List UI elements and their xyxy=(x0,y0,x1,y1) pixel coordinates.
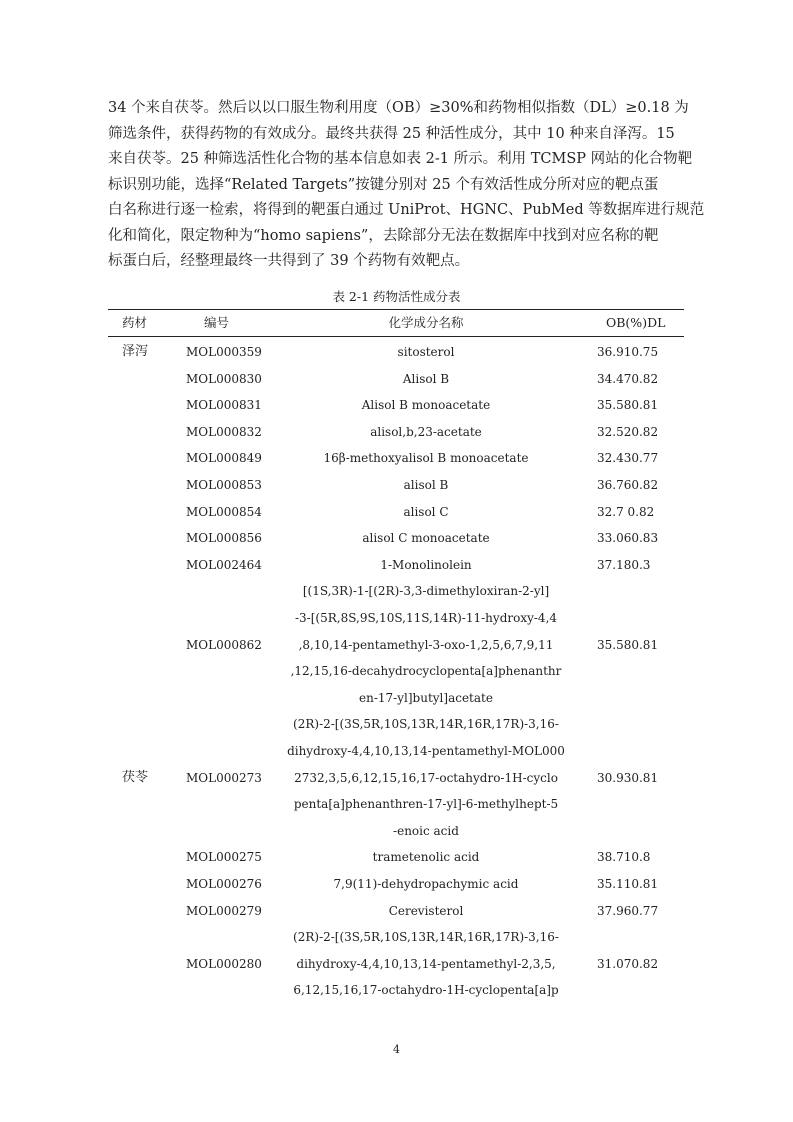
compound-id-cell: MOL000862 xyxy=(186,637,262,652)
compound-name-cell xyxy=(270,419,582,446)
compound-name-line: alisol B xyxy=(403,478,449,492)
table-row xyxy=(0,392,793,419)
ob-dl-cell: 35.580.81 xyxy=(597,398,659,413)
compound-name-line: -enoic acid xyxy=(393,823,459,838)
compound-id-cell: MOL000831 xyxy=(186,398,262,413)
body-line: 标识别功能，选择“Related Targets”按键分别对 25 个有效活性成分所对应的靶点蛋 xyxy=(108,176,659,193)
compound-name-line: Cerevisterol xyxy=(388,903,464,918)
table-row xyxy=(0,499,793,526)
body-line: 标蛋白后，经整理最终一共得到了 39 个药物有效靶点。 xyxy=(108,253,470,269)
compound-name-line: (2R)-2-[(3S,5R,10S,13R,14R,16R,17R)-3,16- xyxy=(293,930,559,945)
compound-name-cell xyxy=(270,578,582,711)
table-row xyxy=(0,924,793,1004)
compound-id-cell: MOL000276 xyxy=(186,877,262,891)
compound-id-cell: MOL000830 xyxy=(186,371,262,386)
table-row xyxy=(0,711,793,844)
ob-dl-cell: 35.110.81 xyxy=(597,877,659,891)
ob-dl-cell: 30.930.81 xyxy=(597,770,659,785)
compound-name-line: trametenolic acid xyxy=(372,850,480,865)
body-paragraph xyxy=(108,96,705,275)
compound-name-cell xyxy=(270,472,582,499)
compound-name-cell xyxy=(270,552,582,579)
ob-dl-cell: 37.180.3 xyxy=(597,557,651,572)
body-line: 来自茯苓。25 种筛选活性化合物的基本信息如表 2-1 所示。利用 TCMSP 网站的化合物靶 xyxy=(108,151,693,167)
ob-dl-cell: 32.7 0.82 xyxy=(597,504,655,519)
compound-name-cell xyxy=(270,366,582,393)
body-line: 34 个来自茯苓。然后以以口服生物利用度（OB）≥30%和药物相似指数（DL）≥0.18 为 xyxy=(108,100,689,116)
compound-id-cell: MOL000279 xyxy=(186,903,262,918)
ob-dl-cell: 36.910.75 xyxy=(597,345,659,359)
compound-name-line: Alisol B monoacetate xyxy=(361,398,491,413)
compound-id-cell: MOL002464 xyxy=(186,557,262,572)
compound-name-line: alisol C xyxy=(403,504,449,519)
table-row xyxy=(0,525,793,552)
header-id: 编号 xyxy=(204,315,230,330)
compound-name-line: alisol,b,23-acetate xyxy=(370,424,482,439)
compound-name-line: 2732,3,5,6,12,15,16,17-octahydro-1H-cyclo xyxy=(294,770,558,785)
compound-name-cell xyxy=(270,339,582,366)
table-caption: 表 2-1 药物活性成分表 xyxy=(332,289,461,304)
ob-dl-cell: 34.470.82 xyxy=(597,371,659,386)
table-row xyxy=(0,419,793,446)
table-row xyxy=(0,844,793,871)
compound-name-cell xyxy=(270,445,582,472)
table-row xyxy=(0,578,793,711)
compound-id-cell: MOL000832 xyxy=(186,424,262,439)
table-row xyxy=(0,552,793,579)
ob-dl-cell: 32.520.82 xyxy=(597,424,659,439)
compound-id-cell: MOL000280 xyxy=(186,956,262,971)
table-row xyxy=(0,445,793,472)
compound-id-cell: MOL000359 xyxy=(186,345,262,359)
compound-name-cell xyxy=(270,499,582,526)
compound-name-cell xyxy=(270,844,582,871)
compound-name-line: [(1S,3R)-1-[(2R)-3,3-dimethyloxiran-2-yl] xyxy=(302,584,550,599)
compound-id-cell: MOL000856 xyxy=(186,531,262,546)
table-row xyxy=(0,472,793,499)
header-values: OB(%)DL xyxy=(606,315,666,330)
table-row xyxy=(0,339,793,366)
compound-id-cell: MOL000853 xyxy=(186,478,262,492)
table-row xyxy=(0,898,793,925)
compound-name-cell xyxy=(270,924,582,1004)
ob-dl-cell: 32.430.77 xyxy=(597,451,659,466)
ob-dl-cell: 35.580.81 xyxy=(597,637,659,652)
compound-name-cell xyxy=(270,711,582,844)
compound-name-line: dihydroxy-4,4,10,13,14-pentamethyl-2,3,5, xyxy=(296,956,556,971)
table-header-rule xyxy=(108,336,684,337)
compound-name-line: 6,12,15,16,17-octahydro-1H-cyclopenta[a]p xyxy=(293,983,559,998)
compound-name-line: ,8,10,14-pentamethyl-3-oxo-1,2,5,6,7,9,11 xyxy=(298,637,554,652)
compound-name-line: 7,9(11)-dehydropachymic acid xyxy=(333,877,519,891)
herb-cell: 茯苓 xyxy=(122,769,149,785)
ob-dl-cell: 38.710.8 xyxy=(597,850,651,865)
ob-dl-cell: 33.060.83 xyxy=(597,531,659,546)
compound-name-cell xyxy=(270,871,582,898)
compound-name-line: en-17-yl]butyl]acetate xyxy=(359,690,493,705)
compound-id-cell: MOL000273 xyxy=(186,770,262,785)
compound-name-cell xyxy=(270,392,582,419)
table-row xyxy=(0,871,793,898)
compound-id-cell: MOL000275 xyxy=(186,850,262,865)
body-line: 白名称进行逐一检索，将得到的靶蛋白通过 UniProt、HGNC、PubMed 等数据库进行规范 xyxy=(108,202,705,218)
compound-name-line: alisol C monoacetate xyxy=(362,531,490,546)
compound-id-cell: MOL000849 xyxy=(186,451,262,466)
body-line: 筛选条件，获得药物的有效成分。最终共获得 25 种活性成分，其中 10 种来自泽泻。15 xyxy=(108,125,675,142)
compound-name-line: 16β-methoxyalisol B monoacetate xyxy=(323,451,529,466)
page-number: 4 xyxy=(393,1043,400,1056)
header-name: 化学成分名称 xyxy=(388,315,464,330)
ob-dl-cell: 37.960.77 xyxy=(597,903,659,918)
herb-cell: 泽泻 xyxy=(122,344,149,359)
compound-id-cell: MOL000854 xyxy=(186,504,262,519)
table-top-rule xyxy=(108,309,684,310)
compound-name-line: sitosterol xyxy=(397,345,455,359)
compound-name-line: dihydroxy-4,4,10,13,14-pentamethyl-MOL000 xyxy=(287,743,565,758)
compound-name-line: (2R)-2-[(3S,5R,10S,13R,14R,16R,17R)-3,16- xyxy=(293,717,559,732)
compound-name-cell xyxy=(270,898,582,925)
table-row xyxy=(0,366,793,393)
compound-name-line: Alisol B xyxy=(402,371,450,386)
ob-dl-cell: 36.760.82 xyxy=(597,478,659,492)
compound-name-line: 1-Monolinolein xyxy=(380,557,472,572)
header-herb: 药材 xyxy=(122,315,148,330)
compound-name-line: -3-[(5R,8S,9S,10S,11S,14R)-11-hydroxy-4,4 xyxy=(294,610,558,625)
body-line: 化和简化，限定物种为“homo sapiens”，去除部分无法在数据库中找到对应名称的靶 xyxy=(108,227,659,244)
compound-name-cell xyxy=(270,525,582,552)
compound-name-line: ,12,15,16-decahydrocyclopenta[a]phenanthr xyxy=(290,664,562,679)
compound-name-line: penta[a]phenanthren-17-yl]-6-methylhept-5 xyxy=(293,797,559,812)
ob-dl-cell: 31.070.82 xyxy=(597,956,659,971)
